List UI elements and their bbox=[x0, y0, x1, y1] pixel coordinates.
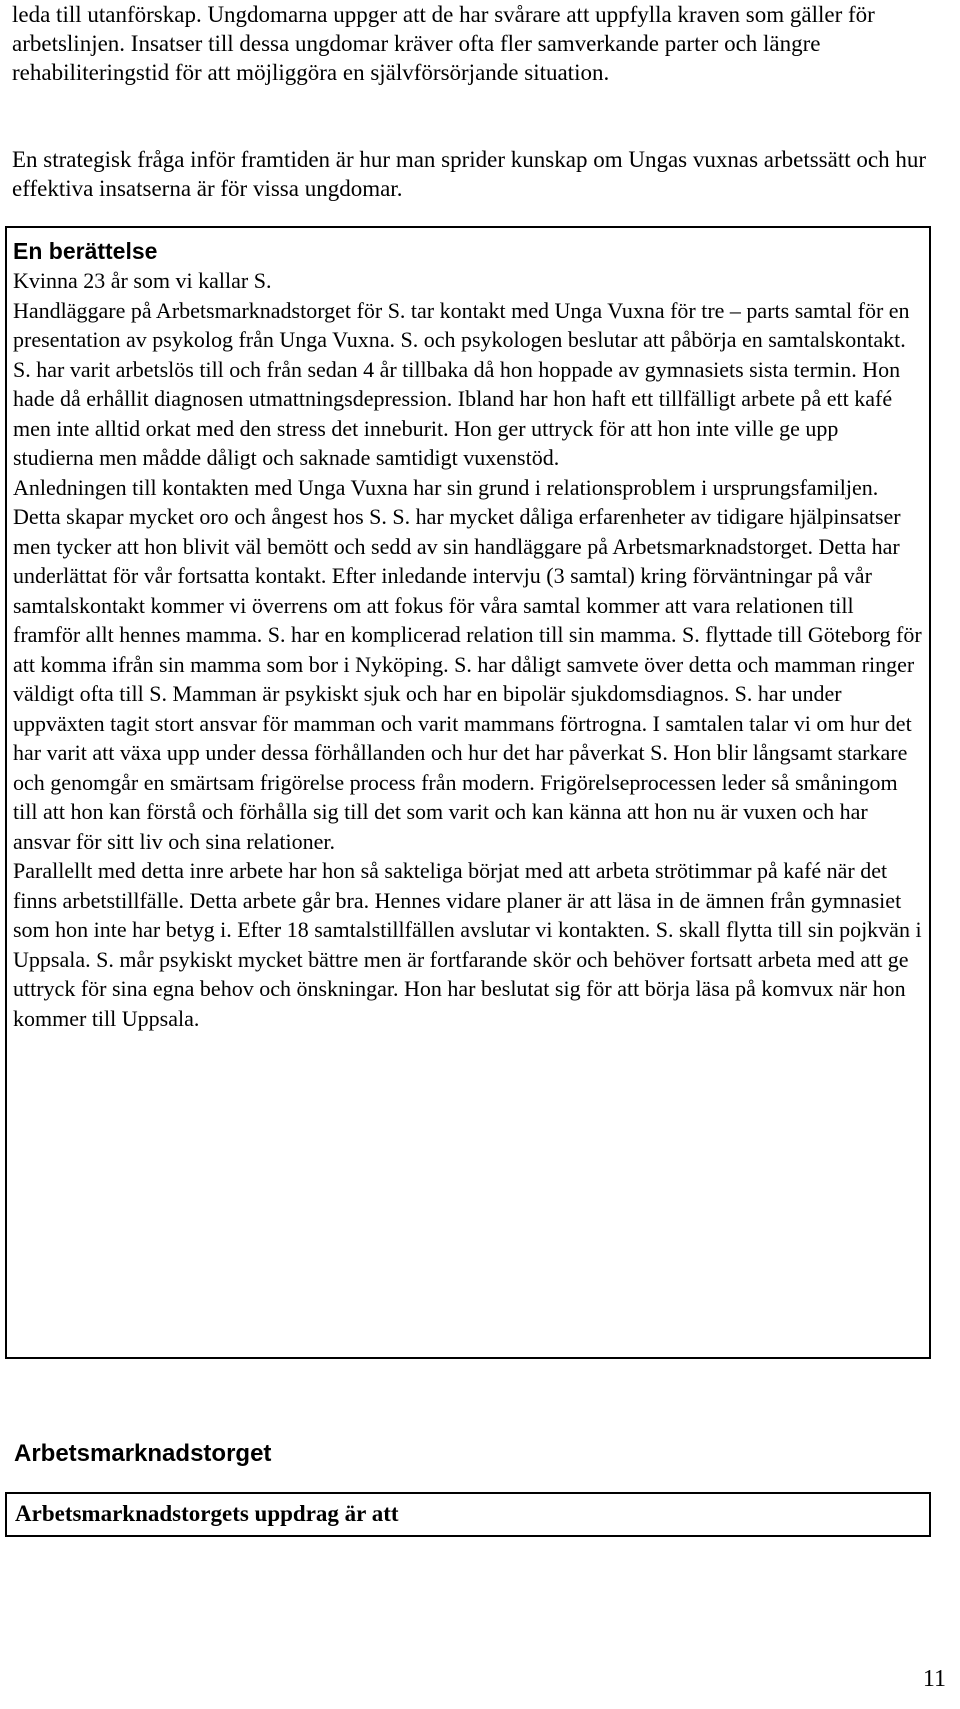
mission-box bbox=[5, 1492, 931, 1537]
section-heading: Arbetsmarknadstorget bbox=[14, 1440, 272, 1467]
story-paragraph-therapy: Anledningen till kontakten med Unga Vuxna har sin grund i relationsproblem i ursprungsfamiljen. Detta skapar mycket oro och ångest hos S. S. har mycket dåliga erfarenheter av tidigare hjälpinsatser men tycker att hon blivit väl bemött och sedd av sin handläggare på Arbetsmarknadstorget. Detta har underlättat för vår fortsatta kontakt. Efter inledande intervju (3 samtal) kring förväntningar på vår samtalskontakt kommer vi överrens om att fokus för våra samtal kommer att vara relationen till framför allt hennes mamma. S. har en komplicerad relation till sin mamma. S. flyttade till Göteborg för att komma ifrån sin mamma som bor i Nyköping. S. har dåligt samvete över detta och mamman ringer väldigt ofta till S. Mamman är psykiskt sjuk och har en bipolär sjukdomsdiagnos. S. har under uppväxten tagit stort ansvar för mamman och varit mammans förtrogna. I samtalen talar vi om hur det har varit att växa upp under dessa förhållanden och hur det har påverkat S. Hon blir långsamt starkare och genomgår en smärtsam frigörelse process från modern. Frigörelseprocessen leder så småningom till att hon kan förstå och förhålla sig till det som varit och kan känna att hon nu är vuxen och har ansvar för sitt liv och sina relationer. bbox=[13, 474, 922, 854]
story-paragraph-intro: Kvinna 23 år som vi kallar S. bbox=[13, 268, 272, 293]
story-box bbox=[5, 226, 931, 1359]
story-heading: En berättelse bbox=[13, 238, 158, 264]
story-paragraph-background: Handläggare på Arbetsmarknadstorget för S. tar kontakt med Unga Vuxna för tre – parts samtal för en presentation av psykolog från Unga Vuxna. S. och psykologen beslutar att påbörja en samtalskontakt. S. har varit arbetslös till och från sedan 4 år tillbaka då hon hoppade av gymnasiets sista termin. Hon hade då erhållit diagnosen utmattningsdepression. Ibland har hon haft ett tillfälligt arbete på ett kafé men inte alltid orkat med den stress det inneburit. Hon ger uttryck för att hon inte ville ge upp studierna men mådde dåligt och saknade samtidigt vuxenstöd. bbox=[13, 297, 910, 470]
mission-text: Arbetsmarknadstorgets uppdrag är att bbox=[15, 1501, 399, 1526]
story-body bbox=[13, 266, 923, 1033]
intro-paragraph: leda till utanförskap. Ungdomarna uppger att de har svårare att uppfylla kraven som gäller för arbetslinjen. Insatser till dessa ungdomar kräver ofta fler samverkande parter och längre rehabiliteringstid för att möjliggöra en självförsörjande situation. bbox=[12, 2, 875, 85]
page-number: 11 bbox=[922, 1666, 946, 1692]
strategy-paragraph: En strategisk fråga inför framtiden är hur man sprider kunskap om Ungas vuxnas arbetssätt och hur effektiva insatserna är för vissa ungdomar. bbox=[12, 147, 926, 201]
story-paragraph-outcome: Parallellt med detta inre arbete har hon så sakteliga börjat med att arbeta strötimmar på kafé när det finns arbetstillfälle. Detta arbete går bra. Hennes vidare planer är att läsa in de ämnen från gymnasiet som hon inte har betyg i. Efter 18 samtalstillfällen avslutar vi kontakten. S. skall flytta till sin pojkvän i Uppsala. S. mår psykiskt mycket bättre men är fortfarande skör och behöver fortsatt arbeta med att ge uttryck för sina egna behov och önskningar. Hon har beslutat sig för att börja läsa på komvux när hon kommer till Uppsala. bbox=[13, 858, 922, 1031]
